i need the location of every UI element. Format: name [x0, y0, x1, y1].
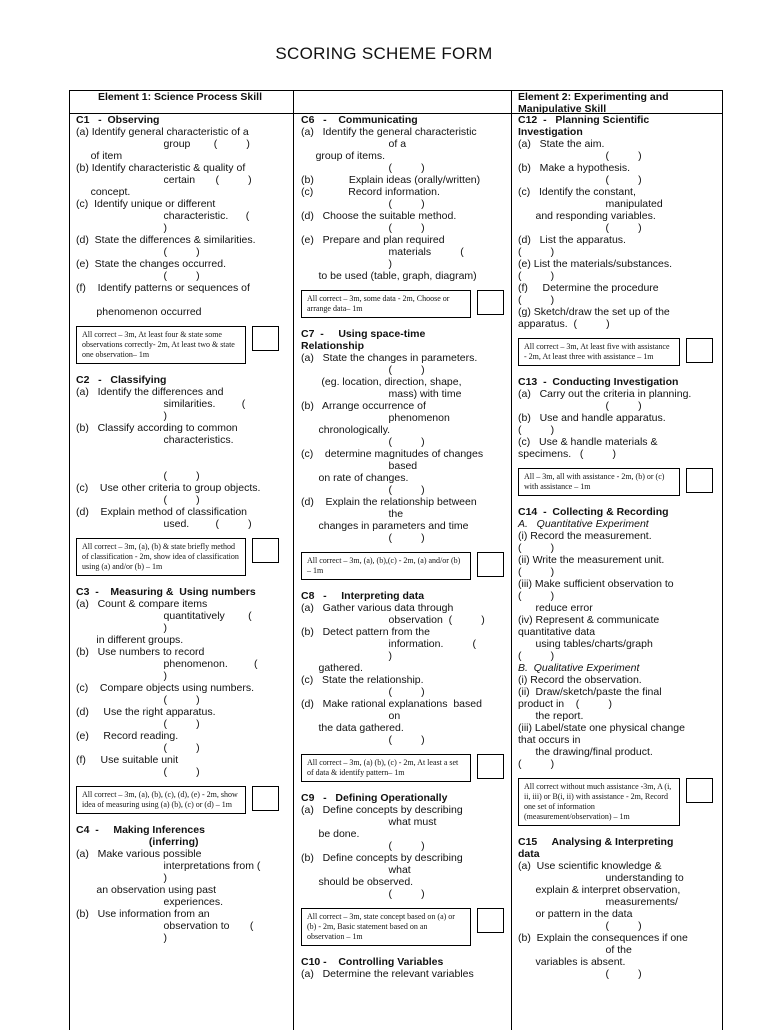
form-title: SCORING SCHEME FORM — [275, 44, 493, 63]
criterion-line: specimens. ( ) — [518, 448, 617, 460]
criterion-line: (c) Identify the constant, — [518, 186, 636, 198]
criterion-line: (eg. location, direction, shape, — [301, 376, 462, 388]
element1-header: Element 1: Science Process Skill — [98, 91, 263, 103]
criterion-line: ( ) — [76, 694, 200, 706]
criterion-line: manipulated — [518, 198, 663, 210]
criterion-line: (iii) Label/state one physical change — [518, 722, 685, 734]
scoring-criteria-note: All correct – 3m, At least four & state some observations correctly- 2m, At least two & state one observation– 1m — [76, 326, 246, 364]
scoring-criteria-note: All correct – 3m, (a), (b) & state briefly method of classification - 2m, show idea of classification using (a) and/or (b) – 1m — [76, 538, 246, 576]
criterion-line: phenomenon — [301, 412, 450, 424]
criterion-line: (c) Compare objects using numbers. — [76, 682, 254, 694]
criterion-line: the — [301, 508, 404, 520]
score-box[interactable] — [477, 552, 504, 577]
criterion-line: gathered. — [301, 662, 363, 674]
criterion-line: ( ) — [76, 246, 200, 258]
criterion-line: ( ) — [76, 494, 200, 506]
criterion-line: (c) State the relationship. — [301, 674, 424, 686]
criterion-line: measurements/ — [518, 896, 678, 908]
element2-header: Element 2: Experimenting and Manipulative Skill — [518, 91, 669, 115]
criterion-line: ( ) — [518, 294, 555, 306]
column-experimenting-skill — [518, 114, 718, 980]
criterion-line: ( ) — [518, 566, 555, 578]
criterion-line: reduce error — [518, 602, 593, 614]
criterion-line: based — [301, 460, 418, 472]
criterion-line: (c) Use other criteria to group objects. — [76, 482, 261, 494]
score-box[interactable] — [477, 908, 504, 933]
score-row — [518, 778, 718, 826]
criterion-line: ( ) — [76, 270, 200, 282]
criterion-line: on rate of changes. — [301, 472, 409, 484]
scoring-table — [69, 90, 723, 1030]
criterion-line: (b) Identify characteristic & quality of — [76, 162, 246, 174]
score-row — [518, 338, 718, 366]
criterion-line: ( ) — [301, 222, 425, 234]
criterion-line: what — [301, 864, 411, 876]
criterion-line — [76, 294, 292, 306]
criterion-line: (c) Record information. — [301, 186, 440, 198]
criterion-line: information. ( — [301, 638, 477, 650]
criterion-line: (a) Count & compare items — [76, 598, 208, 610]
criterion-line: (c) determine magnitudes of changes — [301, 448, 484, 460]
criterion-heading: C10 - Controlling Variables — [301, 956, 444, 968]
score-box[interactable] — [477, 754, 504, 779]
criterion-line: (i) Record the measurement. — [518, 530, 652, 542]
criterion-line: what must — [301, 816, 437, 828]
criterion-line: (a) State the changes in parameters. — [301, 352, 478, 364]
criterion-line: ( ) — [518, 590, 555, 602]
criterion-line: characteristic. ( — [76, 210, 250, 222]
table-header-row — [70, 90, 722, 114]
criterion-line: (a) Gather various data through — [301, 602, 454, 614]
column-science-process-2 — [301, 114, 506, 980]
criterion-line: ( ) — [518, 400, 642, 412]
criterion-line: (ii) Draw/sketch/paste the final — [518, 686, 662, 698]
criterion-line: (c) Use & handle materials & — [518, 436, 658, 448]
criterion-line: (a) Identify the differences and — [76, 386, 224, 398]
criterion-line: (d) Choose the suitable method. — [301, 210, 457, 222]
criterion-line: of a — [301, 138, 407, 150]
criterion-line: interpretations from ( — [76, 860, 261, 872]
criterion-line — [76, 458, 292, 470]
column-divider — [293, 90, 294, 1030]
criterion-line: ( ) — [301, 198, 425, 210]
criterion-line: to be used (table, graph, diagram) — [301, 270, 477, 282]
criterion-line: the data gathered. — [301, 722, 404, 734]
criterion-line: (b) Define concepts by describing — [301, 852, 463, 864]
criterion-line: ( ) — [518, 150, 642, 162]
criterion-line: ( ) — [301, 686, 425, 698]
criterion-line: phenomenon occurred — [76, 306, 202, 318]
criterion-line: ) — [76, 622, 168, 634]
scoring-criteria-note: All – 3m, all with assistance - 2m, (b) or (c) with assistance – 1m — [518, 468, 680, 496]
criterion-line: (f) Use suitable unit — [76, 754, 179, 766]
criterion-line: characteristics. — [76, 434, 234, 446]
criterion-line: ) — [76, 932, 168, 944]
criterion-line: (d) Make rational explanations based — [301, 698, 482, 710]
criterion-line: (b) Detect pattern from the — [301, 626, 430, 638]
criterion-line: in different groups. — [76, 634, 184, 646]
criterion-line: or pattern in the data — [518, 908, 633, 920]
scoring-criteria-note: All correct – 3m, At least five with assistance - 2m, At least three with assistance – 1m — [518, 338, 680, 366]
criterion-line: ( ) — [301, 484, 425, 496]
criterion-line: observation ( ) — [301, 614, 485, 626]
score-row — [518, 468, 718, 496]
scoring-criteria-note: All correct without much assistance -3m, A (i, ii, iii) or B(i, ii) with assistance - 2m, Record one set of information (measurement/observation) – 1m — [518, 778, 680, 826]
column-science-process-1 — [76, 114, 292, 944]
criterion-line: observation to ( — [76, 920, 254, 932]
scoring-criteria-note: All correct – 3m, (a) (b), (c) - 2m, At least a set of data & identify pattern– 1m — [301, 754, 471, 782]
criterion-line: (a) Determine the relevant variables — [301, 968, 474, 980]
criterion-line: (b) Use numbers to record — [76, 646, 205, 658]
score-box[interactable] — [252, 538, 279, 563]
criterion-line: product in ( ) — [518, 698, 612, 710]
criterion-line: changes in parameters and time — [301, 520, 469, 532]
criterion-line: certain ( ) — [76, 174, 252, 186]
criterion-line: used. ( ) — [76, 518, 252, 530]
criterion-line: apparatus. ( ) — [518, 318, 610, 330]
criterion-line: (a) Make various possible — [76, 848, 202, 860]
criterion-line: A. Quantitative Experiment — [518, 518, 649, 530]
criterion-line: (b) Classify according to common — [76, 422, 238, 434]
column-divider — [511, 90, 512, 1030]
criterion-line: be done. — [301, 828, 360, 840]
criterion-heading: C9 - Defining Operationally — [301, 792, 448, 804]
criterion-line: (i) Record the observation. — [518, 674, 642, 686]
criterion-line: ) — [301, 650, 393, 662]
scoring-criteria-note: All correct – 3m, (a), (b),(c) - 2m, (a) and/or (b) – 1m — [301, 552, 471, 580]
criterion-line: (d) Explain the relationship between — [301, 496, 477, 508]
criterion-line: (b) Make a hypothesis. — [518, 162, 631, 174]
criterion-line: (d) State the differences & similarities. — [76, 234, 256, 246]
criterion-line: ) — [76, 872, 168, 884]
criterion-line: ( ) — [518, 650, 555, 662]
criterion-line: ( ) — [76, 470, 200, 482]
criterion-line: ) — [76, 410, 168, 422]
criterion-line: the drawing/final product. — [518, 746, 653, 758]
criterion-line: ( ) — [301, 734, 425, 746]
score-box[interactable] — [252, 326, 279, 351]
criterion-line: materials ( — [301, 246, 464, 258]
criterion-line: (b) Use information from an — [76, 908, 210, 920]
criterion-line: ( ) — [518, 174, 642, 186]
score-row — [76, 538, 292, 576]
criterion-line: using tables/charts/graph — [518, 638, 653, 650]
criterion-line: variables is absent. — [518, 956, 626, 968]
criterion-line: (c) Identify unique or different — [76, 198, 216, 210]
criterion-line: an observation using past — [76, 884, 217, 896]
criterion-line: ( ) — [518, 246, 555, 258]
criterion-line: (a) Identify the general characteristic — [301, 126, 477, 138]
criterion-line: (g) Sketch/draw the set up of the — [518, 306, 670, 318]
criterion-line: ( ) — [518, 222, 642, 234]
criterion-heading: C15 Analysing & Interpreting data — [518, 836, 674, 860]
score-box[interactable] — [686, 338, 713, 363]
criterion-line: of item — [76, 150, 123, 162]
score-row — [301, 552, 506, 580]
criterion-line: ( ) — [518, 542, 555, 554]
criterion-line: (a) Identify general characteristic of a — [76, 126, 249, 138]
criterion-heading: C7 - Using space-time Relationship — [301, 328, 426, 352]
criterion-line: similarities. ( — [76, 398, 246, 410]
score-row — [76, 326, 292, 364]
criterion-line: quantitatively ( — [76, 610, 252, 622]
criterion-line: (d) Use the right apparatus. — [76, 706, 216, 718]
score-box[interactable] — [477, 290, 504, 315]
criterion-line: explain & interpret observation, — [518, 884, 681, 896]
criterion-line: group of items. — [301, 150, 386, 162]
criterion-heading: C14 - Collecting & Recording — [518, 506, 669, 518]
score-row — [301, 908, 506, 946]
criterion-line: that occurs in — [518, 734, 581, 746]
criterion-line: (e) Prepare and plan required — [301, 234, 445, 246]
score-box[interactable] — [686, 778, 713, 803]
criterion-line: (e) Record reading. — [76, 730, 179, 742]
scoring-criteria-note: All correct – 3m, (a), (b), (c), (d), (e) - 2m, show idea of measuring using (a) (b), (c) or (d) – 1m — [76, 786, 246, 814]
criterion-line: ( ) — [301, 162, 425, 174]
score-box[interactable] — [686, 468, 713, 493]
criterion-heading: C4 - Making Inferences (inferring) — [76, 824, 205, 848]
criterion-heading: C1 - Observing — [76, 114, 160, 126]
criterion-line: (f) Determine the procedure — [518, 282, 659, 294]
criterion-heading: C6 - Communicating — [301, 114, 418, 126]
scoring-criteria-note: All correct – 3m, some data - 2m, Choose or arrange data– 1m — [301, 290, 471, 318]
criterion-line: (ii) Write the measurement unit. — [518, 554, 665, 566]
criterion-line: (e) State the changes occurred. — [76, 258, 226, 270]
criterion-line: ) — [76, 222, 168, 234]
criterion-line: ( ) — [301, 364, 425, 376]
criterion-heading: C12 - Planning Scientific Investigation — [518, 114, 650, 138]
criterion-line: B. Qualitative Experiment — [518, 662, 640, 674]
criterion-line: ( ) — [518, 920, 642, 932]
score-row — [301, 290, 506, 318]
criterion-line: ( ) — [518, 424, 555, 436]
criterion-heading: C2 - Classifying — [76, 374, 167, 386]
criterion-line: (iii) Make sufficient observation to — [518, 578, 674, 590]
criterion-line: (a) Carry out the criteria in planning. — [518, 388, 692, 400]
criterion-line: ( ) — [76, 742, 200, 754]
criterion-line: ( ) — [518, 270, 555, 282]
scoring-criteria-note: All correct – 3m, state concept based on (a) or (b) - 2m, Basic statement based on an observation – 1m — [301, 908, 471, 946]
criterion-line: ( ) — [76, 766, 200, 778]
criterion-line: (a) State the aim. — [518, 138, 605, 150]
criterion-line: of the — [518, 944, 632, 956]
criterion-line: (b) Explain ideas (orally/written) — [301, 174, 481, 186]
criterion-line: ( ) — [301, 888, 425, 900]
criterion-line: ( ) — [301, 532, 425, 544]
criterion-line: experiences. — [76, 896, 224, 908]
criterion-line: (b) Arrange occurrence of — [301, 400, 426, 412]
criterion-line: concept. — [76, 186, 131, 198]
criterion-line: ( ) — [301, 840, 425, 852]
criterion-line: (e) List the materials/substances. — [518, 258, 673, 270]
criterion-line: mass) with time — [301, 388, 462, 400]
criterion-line: (b) Use and handle apparatus. — [518, 412, 666, 424]
criterion-line: should be observed. — [301, 876, 414, 888]
criterion-line: ( ) — [518, 968, 642, 980]
criterion-line: ( ) — [76, 718, 200, 730]
criterion-line: and responding variables. — [518, 210, 656, 222]
criterion-line — [76, 446, 292, 458]
criterion-line: ( ) — [301, 436, 425, 448]
criterion-line: (b) Explain the consequences if one — [518, 932, 688, 944]
criterion-line: ( ) — [518, 758, 555, 770]
criterion-line: (a) Use scientific knowledge & — [518, 860, 662, 872]
criterion-line: (iv) Represent & communicate — [518, 614, 660, 626]
criterion-line: phenomenon. ( — [76, 658, 258, 670]
criterion-line: (d) Explain method of classification — [76, 506, 247, 518]
criterion-line: the report. — [518, 710, 584, 722]
criterion-line: (f) Identify patterns or sequences of — [76, 282, 250, 294]
criterion-line: ) — [301, 258, 393, 270]
criterion-line: (a) Define concepts by describing — [301, 804, 463, 816]
criterion-line: chronologically. — [301, 424, 391, 436]
criterion-line: (d) List the apparatus. — [518, 234, 626, 246]
criterion-line: ) — [76, 670, 168, 682]
criterion-heading: C8 - Interpreting data — [301, 590, 425, 602]
criterion-heading: C13 - Conducting Investigation — [518, 376, 679, 388]
criterion-line: on — [301, 710, 401, 722]
criterion-line: quantitative data — [518, 626, 596, 638]
criterion-line: understanding to — [518, 872, 684, 884]
criterion-line: group ( ) — [76, 138, 250, 150]
criterion-heading: C3 - Measuring & Using numbers — [76, 586, 256, 598]
score-box[interactable] — [252, 786, 279, 811]
score-row — [301, 754, 506, 782]
score-row — [76, 786, 292, 814]
